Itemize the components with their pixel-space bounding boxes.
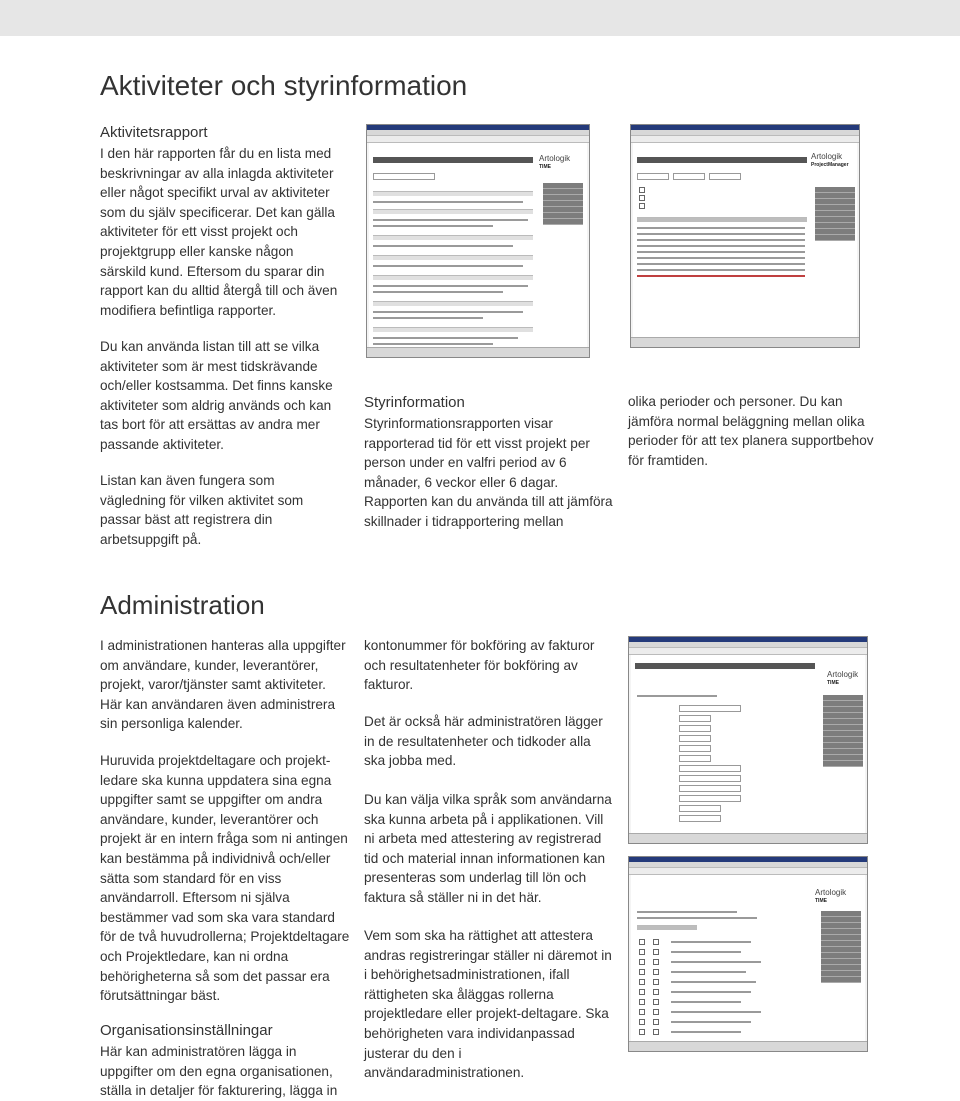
aktivitetsrapport-paragraph-2: Du kan använda listan till att se vilka aktiviteter som är mest tidskrävande och/eller kostsamma. Det finns kanske aktiviteter som aldrig används och kan tas bort för att ersättas av andra mer passande aktiviteter. <box>100 339 333 452</box>
organisationsinstallningar-paragraph: Här kan administratören lägga in uppgifter om den egna organisationen, ställa in detaljer för fakturering, lägga in <box>100 1044 338 1099</box>
styrinformation-paragraph-b: olika perioder och personer. Du kan jämföra normal beläggning mellan olika perioder för att tex planera supportbehov för framtiden. <box>628 394 874 468</box>
organisationsinstallningar-heading: Organisationsinställningar <box>100 1022 273 1039</box>
section-title-aktiviteter: Aktiviteter och styrinformation <box>100 70 468 101</box>
section-title-administration: Administration <box>100 590 265 620</box>
administration-col2-paragraph-4: Vem som ska ha rättighet att attestera andras registreringar ställer ni däremot in i behörighetsadministrationen, ifall rättigheten ska åläggas rollerna projektledare eller projekt-deltagare. Ska behörigheten vara individanpassad justerar du den i användaradministrationen. <box>364 928 612 1081</box>
user-admin-screenshot: Artologik TIME <box>628 636 868 844</box>
styrinformation-heading: Styrinformation <box>364 394 465 411</box>
administration-paragraph-1: I administrationen hanteras alla uppgifter om användare, kunder, leverantörer, projekt, varor/tjänster samt aktiviteter. Här kan användaren även administrera sin personliga kalender. <box>100 638 346 732</box>
styrinformation-screenshot: Artologik ProjectManager <box>630 124 860 348</box>
top-band <box>0 0 960 36</box>
administration-col2-paragraph-2: Det är också här administratören lägger in de resultatenheter och tidkoder alla ska jobba med. <box>364 714 603 769</box>
activity-report-screenshot: Artologik TIME <box>366 124 590 358</box>
aktivitetsrapport-paragraph-1: I den här rapporten får du en lista med beskrivningar av alla inlagda aktiviteter eller något specifikt urval av aktiviteter som du själv specificerar. Det kan gälla aktiviteter för ett visst projekt och projektgrupp eller kanske någon särskild kund. Eftersom du sparar din rapport kan du alltid återgå till och även modifiera befintliga rapporter. <box>100 146 338 318</box>
permissions-admin-screenshot: Artologik TIME <box>628 856 868 1052</box>
administration-col2-paragraph-1: kontonummer för bokföring av fakturor och resultatenheter för bokföring av fakturor. <box>364 638 595 693</box>
aktivitetsrapport-paragraph-3: Listan kan även fungera som vägledning för vilken aktivitet som passar bäst att registrera din arbetsuppgift på. <box>100 473 304 547</box>
administration-paragraph-2: Huruvida projektdeltagare och projekt-ledare ska kunna uppdatera sina egna uppgifter samt se uppgifter om andra användare, kunder, leverantörer och projekt är en intern fråga som ni antingen kan bestämma på individnivå och/eller sätta som standard för en viss användarroll. Eftersom ni själva bestämmer vad som ska vara standard för de två huvudrollerna; Projektdeltagare och Projektledare, kan ni ordna behörigheterna så som det passar era förutsättningar bäst. <box>100 753 350 1004</box>
aktivitetsrapport-heading: Aktivitetsrapport <box>100 124 208 141</box>
styrinformation-paragraph-a: Styrinformationsrapporten visar rapporterad tid för ett visst projekt per person under en valfri period av 6 månader, 6 veckor eller 6 dagar. Rapporten kan du använda till att jämföra skillnader i tidrapportering mellan <box>364 416 613 529</box>
administration-col2-paragraph-3: Du kan välja vilka språk som användarna ska kunna arbeta på i applikationen. Vill ni arbeta med attestering av registrerad tid och material innan informationen kan presenteras som underlag till lön och faktura så ställer ni in det här. <box>364 792 612 905</box>
